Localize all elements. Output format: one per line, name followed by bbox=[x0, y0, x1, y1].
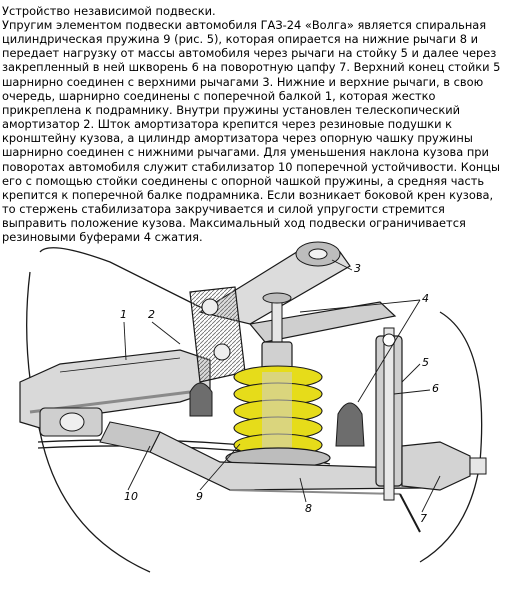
callout-10: 10 bbox=[124, 490, 138, 503]
callout-4: 4 bbox=[422, 292, 429, 305]
callout-3: 3 bbox=[354, 262, 361, 275]
knuckle-post bbox=[376, 328, 402, 500]
article-paragraph: Упругим элементом подвески автомобиля ГАЗ-24 «Волга» является спиральная цилиндрическая пружина 9 (рис. 5), которая опирается на нижние рычаги 8 и передает нагрузку от массы автомобиля через рычаги на стойку 5 и далее через закрепленный в ней шкворень 6 на поворотную цапфу 7. Верхний конец стойки 5 шарнирно соединен с верхними рычагами 3. Нижние и верхние рычаги, в свою очередь, шарнирно соединены с поперечной балкой 1, которая жестко прикреплена к подрамнику. Внутри пружины установлен телескопический амортизатор 2. Шток амортизатора крепится через резиновые подушки к кронштейну кузова, а цилиндр амортизатора через опорную чашку пружины шарнирно соединен с нижними рычагами. Для уменьшения наклона кузова при поворотах автомобиля служит стабилизатор 10 поперечной устойчивости. Концы его с помощью стойки соединены с опорной чашкой пружины, а средняя часть крепится к поперечной балке подрамника. Если возникает боковой крен кузова, то стержень стабилизатора закручивается и силой упругости стремится выправить положение кузова. Максимальный ход подвески ограничивается резиновыми буферами 4 сжатия. bbox=[2, 18, 501, 245]
callout-2: 2 bbox=[148, 308, 155, 321]
suspension-illustration bbox=[0, 232, 509, 600]
article-title: Устройство независимой подвески. bbox=[2, 4, 216, 18]
coil-spring bbox=[234, 366, 322, 456]
callout-8: 8 bbox=[305, 502, 312, 515]
left-bracket bbox=[40, 408, 102, 436]
callout-7: 7 bbox=[420, 512, 427, 525]
spindle bbox=[400, 442, 486, 532]
body-bracket bbox=[190, 287, 245, 382]
callout-6: 6 bbox=[432, 382, 439, 395]
callout-1: 1 bbox=[120, 308, 127, 321]
callout-9: 9 bbox=[196, 490, 203, 503]
callout-5: 5 bbox=[422, 356, 429, 369]
